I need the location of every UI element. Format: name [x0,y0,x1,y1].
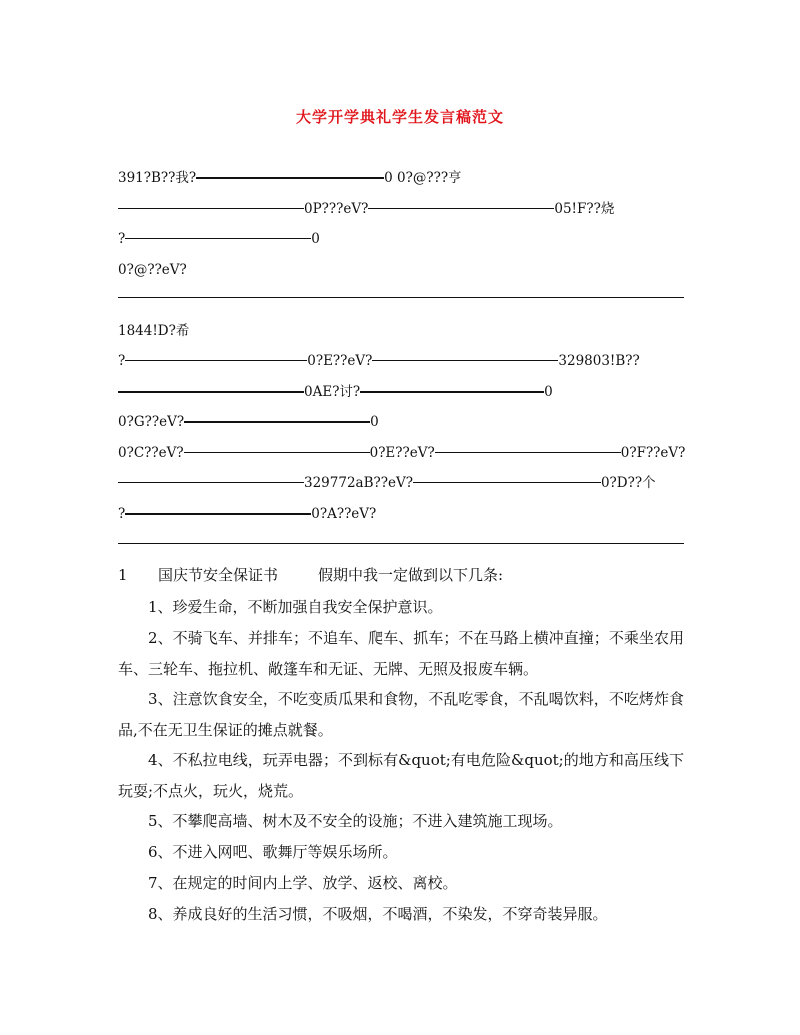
garbled-line-5 [118,320,684,340]
garbled-line-11 [118,503,684,523]
garbled-line-2 [118,198,684,218]
garbled-line-8 [118,411,684,431]
list-item: 7、在规定的时间内上学、放学、返校、离校。 [148,874,458,892]
garbled-text: 0 [544,383,553,400]
list-item: 6、不进入网吧、歌舞厅等娱乐场所。 [148,843,398,861]
blank-rule [360,391,544,393]
blank-rule [413,482,601,483]
garbled-text: 0 [311,230,320,247]
garbled-line-6 [118,350,684,370]
blank-rule [125,513,311,515]
garbled-text: 1844!D?希 [118,322,190,339]
garbled-line-3 [118,228,684,248]
blank-rule [118,391,304,393]
garbled-text: 0 [370,413,379,430]
blank-rule [368,208,554,209]
garbled-text: 0?C??eV? [118,444,184,461]
section-number: 1 [118,566,128,584]
list-item: 8、养成良好的生活习惯，不吸烟，不喝酒，不染发，不穿奇装异服。 [148,905,608,923]
garbled-text: 329772aB??eV? [304,474,413,491]
blank-rule [372,360,558,361]
garbled-text: ? [118,230,126,247]
horizontal-rule [118,297,684,298]
garbled-text: 0?A??eV? [311,505,377,522]
section-heading: 国庆节安全保证书 [158,566,279,584]
garbled-line-1 [118,167,684,187]
garbled-text: 05!F??烧 [554,200,615,217]
garbled-line-9 [118,442,684,462]
garbled-text: 0P???eV? [304,200,369,217]
blank-rule [196,177,384,179]
blank-rule [435,452,621,453]
blank-rule [125,238,311,239]
blank-rule [125,360,307,361]
garbled-text: 0?@??eV? [118,261,187,278]
garbled-text: ? [118,505,126,522]
garbled-line-4 [118,259,684,279]
document-title: 大学开学典礼学生发言稿范文 [295,108,504,126]
garbled-line-7 [118,381,684,401]
list-item: 1、珍爱生命，不断加强自我安全保护意识。 [148,598,443,616]
garbled-line-10 [118,472,684,492]
garbled-text: ? [118,352,126,369]
garbled-text: 0 0?@???亨 [384,169,462,186]
garbled-text: 0?D??个 [600,474,656,491]
garbled-text: 0AE?讨? [304,383,361,400]
blank-rule [118,208,304,209]
blank-rule [184,452,370,453]
blank-rule [118,482,304,483]
garbled-text: 329803!B?? [558,352,640,369]
section-intro: 假期中我一定做到以下几条: [318,566,504,584]
list-item: 5、不攀爬高墙、树木及不安全的设施；不进入建筑施工现场。 [148,812,563,830]
list-item: 4、不私拉电线，玩弄电器；不到标有&quot;有电危险&quot;的地方和高压线下玩耍;不点火，玩火，烧荒。 [118,751,684,800]
section-heading-line [118,565,684,585]
horizontal-rule [118,543,684,544]
garbled-text: 0?G??eV? [118,413,185,430]
garbled-text: 0?F??eV? [620,444,686,461]
garbled-text: 391?B??我? [118,169,197,186]
list-item: 3、注意饮食安全，不吃变质瓜果和食物，不乱吃零食，不乱喝饮料，不吃烤炸食品,不在无卫生保证的摊点就餐。 [118,690,684,739]
garbled-text: 0?E??eV? [369,444,435,461]
garbled-text: 0?E??eV? [307,352,373,369]
blank-rule [184,421,370,423]
list-item: 2、不骑飞车、并排车；不追车、爬车、抓车；不在马路上横冲直撞；不乘坐农用车、三轮车、拖拉机、敞篷车和无证、无牌、无照及报废车辆。 [118,629,684,678]
